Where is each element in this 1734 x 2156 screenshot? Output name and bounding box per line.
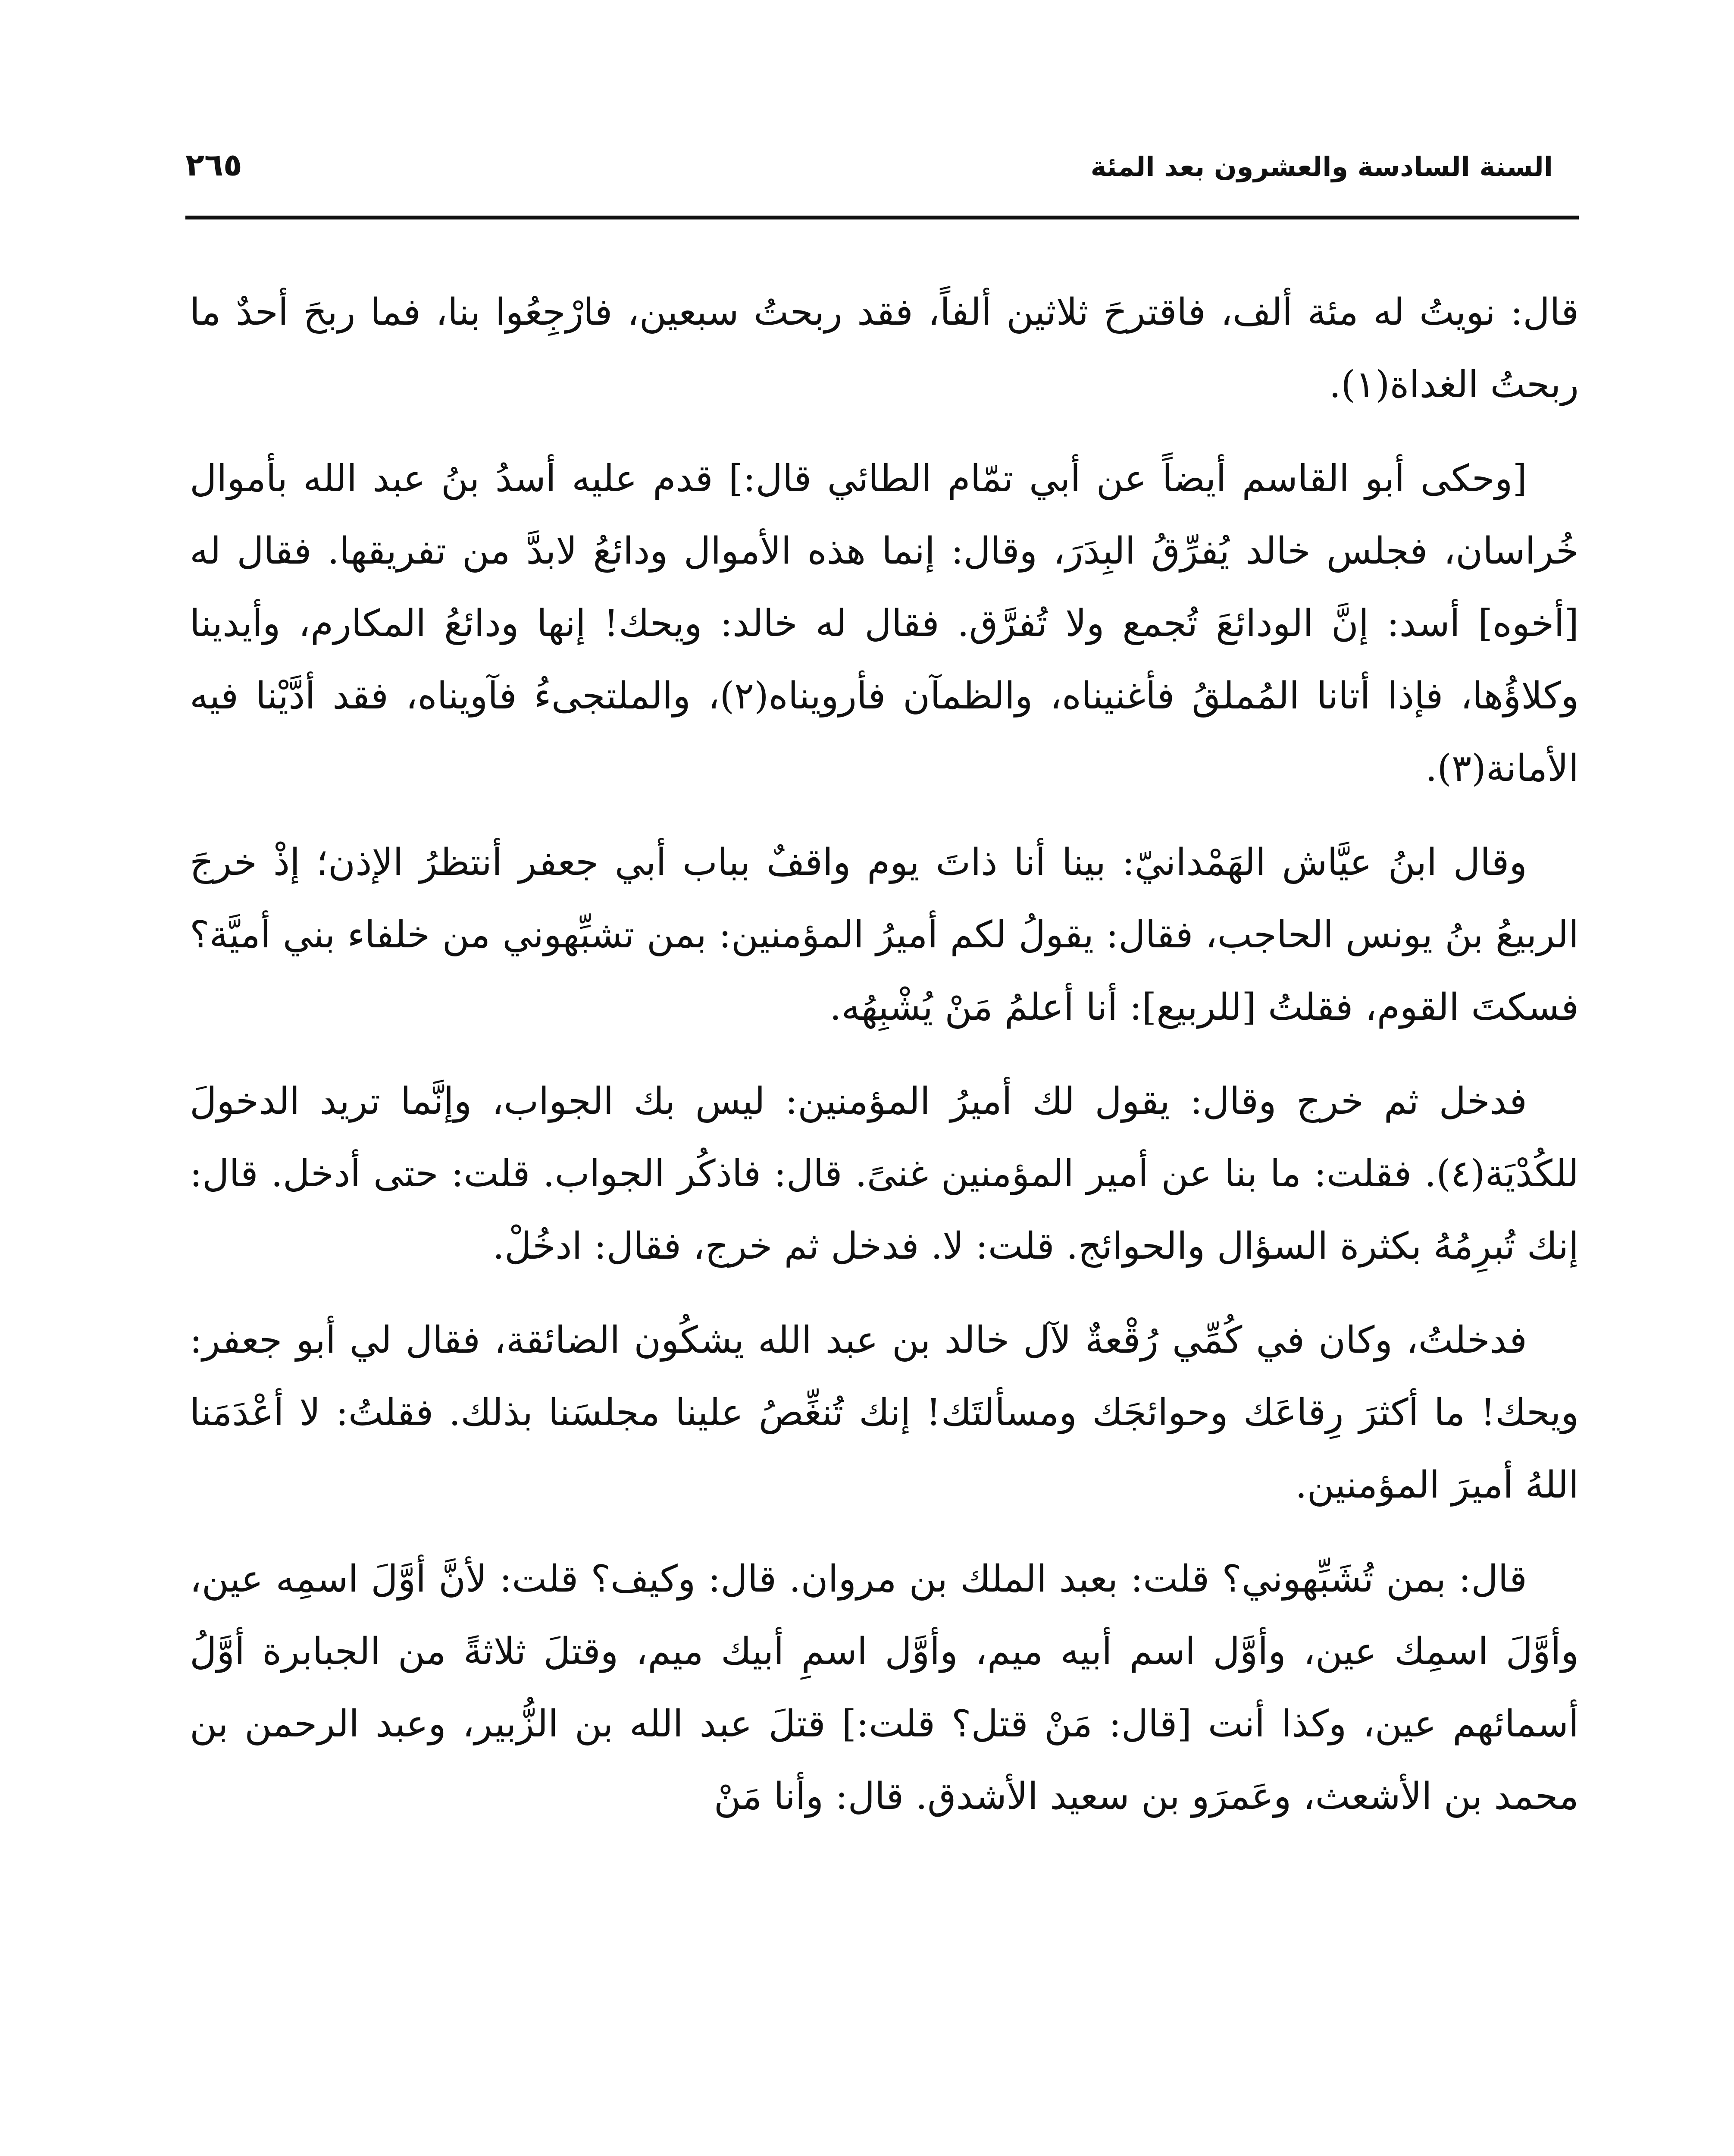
paragraph-2: [وحكى أبو القاسم أيضاً عن أبي تمّام الطائي قال:] قدم عليه أسدُ بنُ عبد الله بأموال خُراسان، فجلس خالد يُفرِّقُ البِدَرَ، وقال: إنما هذه الأموال ودائعُ لابدَّ من تفريقها. فقال له [أخوه] أسد: إنَّ الودائعَ تُجمع ولا تُفرَّق. فقال له خالد: ويحك! إنها ودائعُ المكارم، وأيدينا وكلاؤُها، فإذا أتانا المُملقُ فأغنيناه، والظمآن فأرويناه(٢)، والملتجىءُ فآويناه، فقد أدَّيْنا فيه الأمانة(٣).: [190, 457, 1579, 790]
header-rule: [185, 216, 1579, 219]
page-header: [185, 142, 1553, 203]
page-number: ٢٦٥: [185, 147, 242, 183]
paragraph-4: فدخل ثم خرج وقال: يقول لك أميرُ المؤمنين: ليس بك الجواب، وإنَّما تريد الدخولَ للكُدْيَة(٤). فقلت: ما بنا عن أمير المؤمنين غنىً. قال: فاذكُر الجواب. قلت: حتى أدخل. قال: إنك تُبرِمُهُ بكثرة السؤال والحوائج. قلت: لا. فدخل ثم خرج، فقال: ادخُلْ.: [190, 1080, 1579, 1268]
paragraph-5: فدخلتُ، وكان في كُمِّي رُقْعةٌ لآل خالد بن عبد الله يشكُون الضائقة، فقال لي أبو جعفر: ويحك! ما أكثرَ رِقاعَك وحوائجَك ومسألتَك! إنك تُنغِّصُ علينا مجلسَنا بذلك. فقلتُ: لا أعْدَمَنا اللهُ أميرَ المؤمنين.: [190, 1319, 1579, 1507]
paragraph-1: قال: نويتُ له مئة ألف، فاقترحَ ثلاثين ألفاً، فقد ربحتُ سبعين، فارْجِعُوا بنا، فما ربحَ أحدٌ ما ربحتُ الغداة(١).: [190, 291, 1579, 406]
body-text: [190, 276, 1579, 1854]
paragraph-3: وقال ابنُ عيَّاش الهَمْدانيّ: بينا أنا ذاتَ يوم واقفٌ بباب أبي جعفر أنتظرُ الإذن؛ إذْ خرجَ الربيعُ بنُ يونس الحاجب، فقال: يقولُ لكم أميرُ المؤمنين: بمن تشبِّهوني من خلفاء بني أميَّة؟ فسكتَ القوم، فقلتُ [للربيع]: أنا أعلمُ مَنْ يُشْبِهُه.: [190, 841, 1579, 1029]
paragraph-6: قال: بمن تُشَبِّهوني؟ قلت: بعبد الملك بن مروان. قال: وكيف؟ قلت: لأنَّ أوَّلَ اسمِه عين، وأوَّلَ اسمِك عين، وأوَّل اسم أبيه ميم، وأوَّل اسمِ أبيك ميم، وقتلَ ثلاثةً من الجبابرة أوَّلُ أسمائهم عين، وكذا أنت [قال: مَنْ قتل؟ قلت:] قتلَ عبد الله بن الزُّبير، وعبد الرحمن بن محمد بن الأشعث، وعَمرَو بن سعيد الأشدق. قال: وأنا مَنْ: [190, 1557, 1579, 1818]
running-title: السنة السادسة والعشرون بعد المئة: [1090, 151, 1553, 182]
